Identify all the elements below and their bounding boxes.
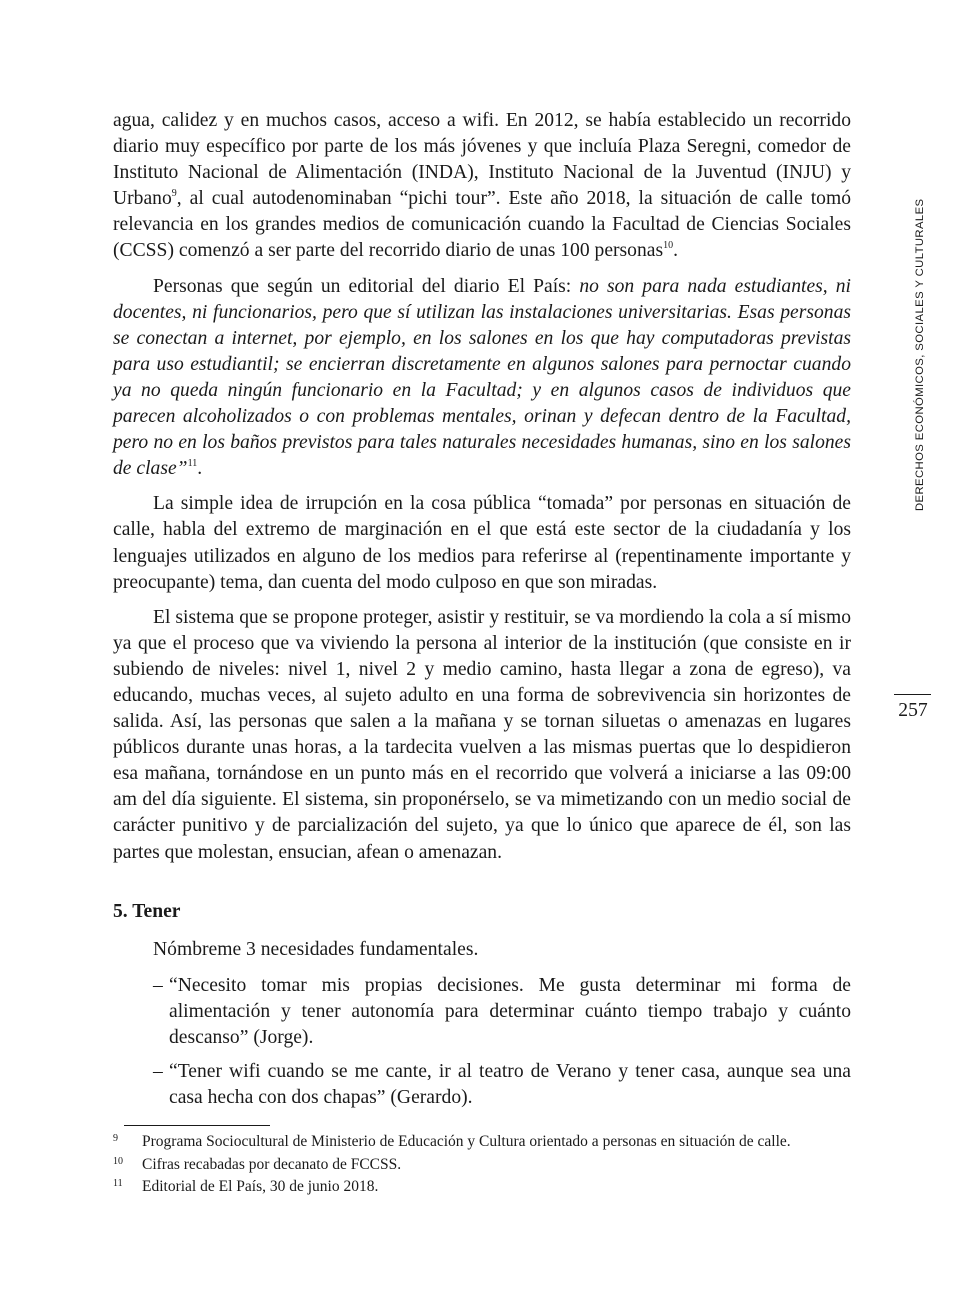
dash-marker: –	[153, 1061, 163, 1083]
footnote-text: Cifras recabadas por decanato de FCCSS.	[142, 1155, 402, 1173]
paragraph-text: agua, calidez y en muchos casos, acceso a wifi. En 2012, se había establecido un recorrido diario muy específico por parte de los más jóvenes y que incluía Plaza Seregni, comedor de Instituto Nacional de Alimentación (INDA), Instituto Nacional de la Juventud (INJU) y Urbano	[113, 110, 851, 210]
page-number-rule	[894, 694, 931, 695]
paragraph-text: .	[673, 240, 678, 262]
paragraph-text: .	[197, 458, 203, 480]
dash-marker: –	[153, 974, 163, 996]
footnote-ref: 9	[171, 188, 177, 200]
footnote-number: 10	[113, 1155, 123, 1167]
paragraph-text: Personas que según un editorial del diario El País:	[153, 275, 580, 297]
footnote	[113, 1176, 853, 1199]
running-section-title: DERECHOS ECONÓMICOS, SOCIALES Y CULTURALES	[914, 198, 926, 511]
footnote-number: 9	[113, 1133, 118, 1144]
footnote-ref: 11	[187, 458, 198, 470]
footnote-number: 11	[113, 1178, 123, 1189]
paragraph-text: , al cual autodenominaban “pichi tour”. Este año 2018, la situación de calle tomó relevancia en los grandes medios de comunicación cuando la Facultad de Ciencias Sociales (CCSS) comenzó a ser parte del recorrido diario de unas 100 personas	[113, 188, 851, 262]
footnote-ref: 10	[663, 240, 674, 252]
quote-text: “Necesito tomar mis propias decisiones. Me gusta determinar mi forma de alimentación y tener autonomía para determinar cuánto tiempo trabajo y cuánto descanso” (Jorge).	[169, 974, 851, 1048]
page-number: 257	[898, 700, 928, 721]
interview-question: Nómbreme 3 necesidades fundamentales.	[153, 938, 479, 960]
footnote	[113, 1154, 853, 1177]
quote-text: “Tener wifi cuando se me cante, ir al teatro de Verano y tener casa, aunque sea una casa hecha con dos chapas” (Gerardo).	[169, 1061, 851, 1109]
paragraph	[113, 108, 851, 265]
footnote-text: Programa Sociocultural de Ministerio de Educación y Cultura orientado a personas en situación de calle.	[142, 1133, 791, 1150]
list-item	[113, 973, 851, 1051]
footnote-text: Editorial de El País, 30 de junio 2018.	[142, 1178, 379, 1195]
section-heading: 5. Tener	[113, 900, 181, 922]
footnotes	[113, 1131, 853, 1199]
footnote-divider	[124, 1125, 270, 1126]
editorial-quote: no son para nada estudiantes, ni docentes, ni funcionarios, pero que sí utilizan las instalaciones universitarias. Esas personas se conectan a internet, por ejemplo, en los salones en los que hay computadoras previstas para uso estudiantil; se encierran discretamente en algunos salones para pernoctar cuando ya no queda ningún funcionario en la Facultad; y en algunos casos de individuos que parecen alcoholizados o con problemas mentales, orinan y defecan dentro de la Facultad, pero no en los baños previstos para tales naturales necesidades humanas, sino en los salones de clase”	[113, 275, 851, 480]
list-item	[113, 1059, 851, 1111]
paragraph	[113, 274, 851, 483]
paragraph: El sistema que se propone proteger, asistir y restituir, se va mordiendo la cola a sí mismo ya que el proceso que va viviendo la persona al interior de la institución (que consiste en ir subiendo de niveles: nivel 1, nivel 2 y medio camino, hasta llegar a zona de egreso), va educando, muchas veces, al sujeto adulto en una forma de sobrevivencia sin horizontes de salida. Así, las personas que salen a la mañana y se tornan siluetas o amenazas en lugares públicos durante unas horas, a la tardecita vuelven a las mismas puertas que lo despidieron esa mañana, tornándose en un punto más en el recorrido que volverá a iniciarse a las 09:00 am del día siguiente. El sistema, sin proponérselo, se va mimetizando con un medio social de carácter punitivo y de parcialización del sujeto, ya que lo único que aparece de él, son las partes que molestan, ensucian, afean o amenazan.	[113, 606, 851, 863]
footnote	[113, 1131, 853, 1154]
quote-list	[113, 973, 851, 1111]
main-text	[113, 108, 851, 1119]
paragraph: La simple idea de irrupción en la cosa pública “tomada” por personas en situación de calle, habla del extremo de marginación en el que está este sector de la ciudadanía y los lenguajes utilizados en alguno de los medios para referirse al (repentinamente importante y preocupante) tema, dan cuenta del modo culposo en que son miradas.	[113, 493, 851, 593]
